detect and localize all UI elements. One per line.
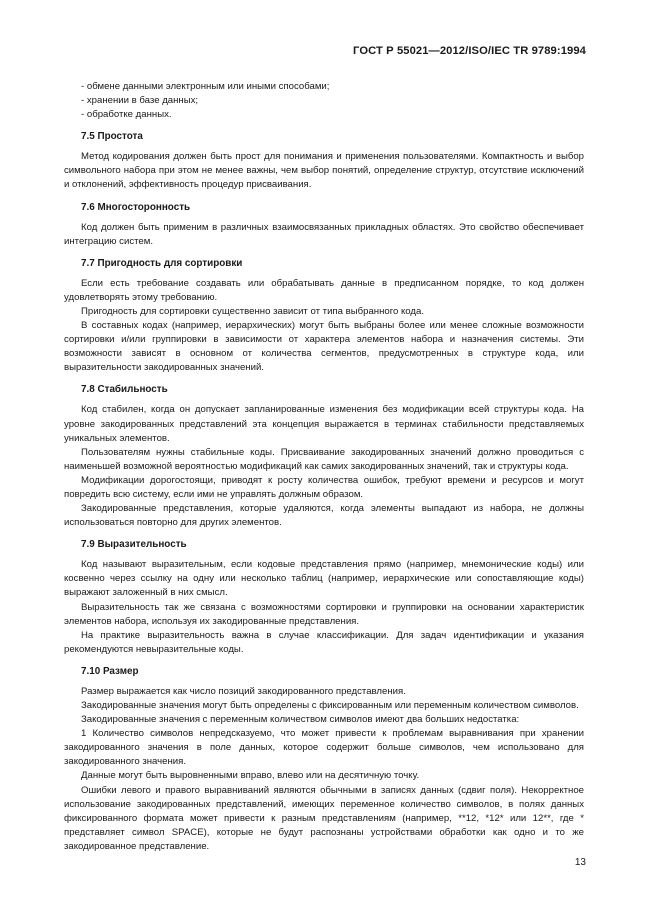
paragraph: Закодированные представления, которые удаляются, когда элементы выпадают из набора, не должны использоваться повторно для других элементов. [64,503,584,529]
section-heading-7-8: 7.8 Стабильность [81,384,168,396]
paragraph: Пригодность для сортировки существенно зависит от типа выбранного кода. [81,305,425,317]
document-body [64,80,584,854]
section-heading-7-9: 7.9 Выразительность [81,539,187,551]
paragraph: Ошибки левого и правого выравниваний являются обычными в записях данных (сдвиг поля). Некорректное использование закодированных представлений, имеющих переменное количество символов, в полях данных фиксированного формата может привести к разным представлениям (например, **12, *12* или 12**, где * представляет символ SPACE), которые не будут распознаны устройствами обработки как одно и то же закодированное представление. [64,784,584,852]
paragraph: Метод кодирования должен быть прост для понимания и применения пользователями. Компактность и выбор символьного набора при этом не менее важны, чем выбор понятий, определение структур, отсутствие исключений и отклонений, эффективность процедур присваивания. [64,151,584,191]
list-item: - обработке данных. [81,109,172,121]
paragraph: Модификации дорогостоящи, приводят к росту количества ошибок, требуют времени и ресурсов и могут повредить всю систему, если ими не управлять должным образом. [64,474,584,500]
paragraph: Данные могут быть выровненными вправо, влево или на десятичную точку. [81,770,420,782]
paragraph: На практике выразительность важна в случае классификации. Для задач идентификации и указания рекомендуются невыразительные коды. [64,629,584,655]
paragraph: Выразительность так же связана с возможностями сортировки и группировки на основании характеристик элементов набора, используя их закодированные представления. [64,601,584,627]
paragraph: Если есть требование создавать или обрабатывать данные в предписанном порядке, то код должен удовлетворять этому требованию. [64,277,584,303]
section-heading-7-5: 7.5 Простота [81,131,143,143]
section-heading-7-6: 7.6 Многосторонность [81,201,191,213]
paragraph: 1 Количество символов непредсказуемо, что может привести к проблемам выравнивания при хранении закодированного значения в поле данных, которое содержит больше символов, чем использовано для закодированного значения. [64,728,584,768]
list-item: - обмене данными электронным или иными способами; [81,81,330,92]
list-item: - хранении в базе данных; [81,95,199,107]
section-heading-7-10: 7.10 Размер [81,665,139,677]
paragraph: Код называют выразительным, если кодовые представления прямо (например, мнемонические коды) или косвенно через ссылку на одну или несколько таблиц (например, иерархические или сопоставляющие коды) выражают заложенный в них смысл. [64,559,584,599]
paragraph: Код стабилен, когда он допускает запланированные изменения без модификации всей структуры кода. На уровне закодированных представлений эта концепция выражается в терминах стабильности представляемых уникальных элементов. [64,404,584,444]
page-number: 13 [574,857,586,868]
paragraph: Закодированные значения с переменным количеством символов имеют два больших недостатка: [81,714,520,726]
document-header: ГОСТ Р 55021—2012/ISO/IEC TR 9789:1994 [353,45,586,57]
paragraph: Закодированные значения могут быть определены с фиксированным или переменным количеством символов. [81,700,579,711]
paragraph: В составных кодах (например, иерархических) могут быть выбраны более или менее сложные возможности сортировки и/или группировки в зависимости от характера элементов набора и назначения системы. Эти возможности зависят в основном от количества сегментов, предусмотренных в структуре кода, или выразительности закодированных значений. [64,320,584,374]
paragraph: Размер выражается как число позиций закодированного представления. [81,685,406,697]
paragraph: Код должен быть применим в различных взаимосвязанных прикладных областях. Это свойство обеспечивает интеграцию систем. [64,221,584,247]
paragraph: Пользователям нужны стабильные коды. Присваивание закодированных значений должно проводиться с наименьшей возможной вероятностью модификаций как самих закодированных значений, так и структуры кода. [64,446,584,472]
section-heading-7-7: 7.7 Пригодность для сортировки [81,257,243,269]
